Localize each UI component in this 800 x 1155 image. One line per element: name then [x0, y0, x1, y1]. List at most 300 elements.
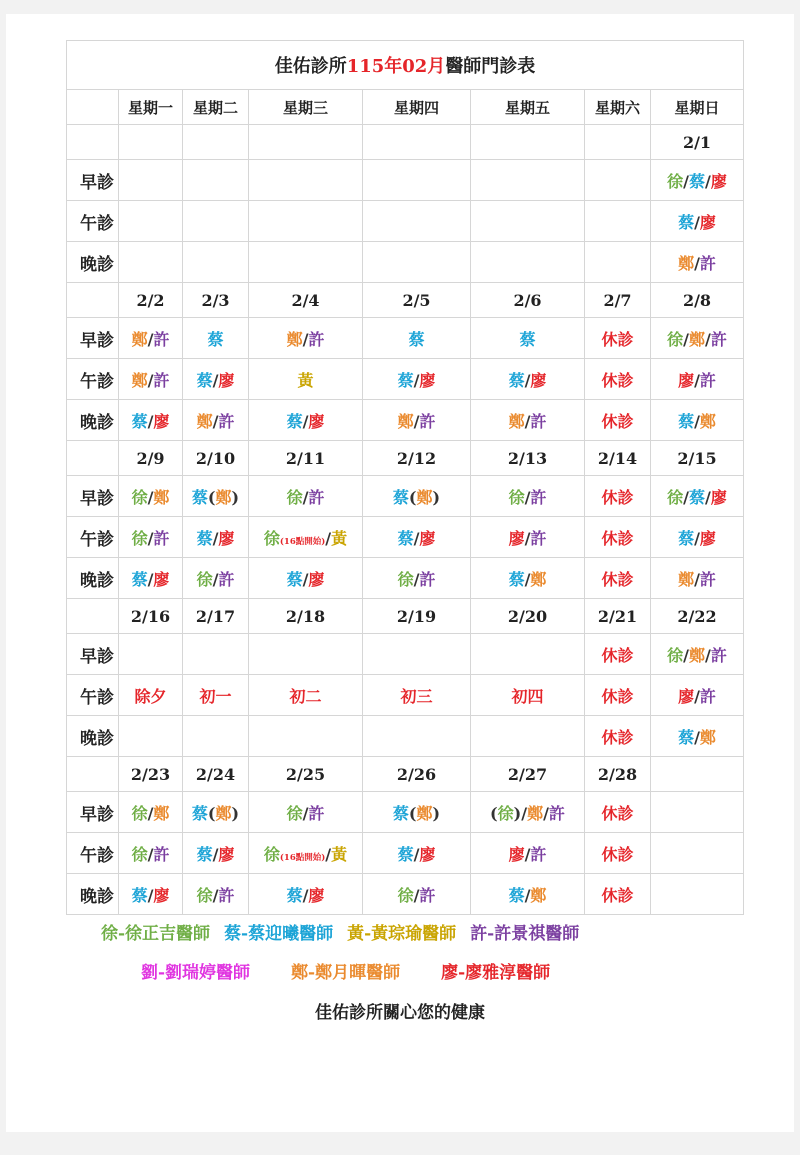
- date-row-corner: [67, 125, 119, 160]
- doctor-code: 廖: [218, 844, 235, 864]
- date-cell: 2/11: [249, 441, 363, 476]
- paren: ): [432, 803, 441, 823]
- schedule-page: [6, 14, 794, 1132]
- session-label: 晚診: [67, 242, 119, 283]
- schedule-cell: [183, 160, 249, 201]
- holiday-label: 初一: [199, 686, 232, 706]
- doctor-code: 許: [699, 686, 716, 706]
- doctor-code: 廖: [530, 370, 547, 390]
- legend-item: 許-許景祺醫師: [470, 924, 580, 944]
- doctor-assignment: [398, 529, 436, 548]
- holiday-label: 初三: [400, 686, 433, 706]
- session-row: [67, 874, 744, 915]
- separator: /: [683, 645, 689, 665]
- separator: /: [413, 411, 420, 431]
- schedule-cell: [585, 318, 651, 359]
- schedule-cell: [119, 716, 183, 757]
- session-label: 午診: [67, 201, 119, 242]
- doctor-code: 許: [530, 411, 547, 431]
- schedule-cell: [651, 160, 744, 201]
- doctor-assignment: [287, 412, 325, 431]
- separator: /: [147, 803, 154, 823]
- doctor-assignment: [509, 371, 547, 390]
- doctor-code: 鄭: [416, 487, 433, 507]
- separator: /: [705, 645, 711, 665]
- schedule-cell: [119, 675, 183, 716]
- doctor-code: 許: [710, 329, 727, 349]
- schedule-cell: [249, 833, 363, 874]
- doctor-code: 鄭: [153, 487, 170, 507]
- separator: /: [694, 569, 700, 589]
- schedule-cell: [471, 792, 585, 833]
- date-row: [67, 599, 744, 634]
- date-cell: 2/4: [249, 283, 363, 318]
- doctor-assignment: [264, 529, 347, 548]
- doctor-code: 鄭: [508, 411, 525, 431]
- closed-label: 休診: [601, 487, 634, 507]
- doctor-assignment: [408, 330, 424, 349]
- date-row: [67, 283, 744, 318]
- closed-label: 休診: [601, 885, 634, 905]
- schedule-cell: [249, 558, 363, 599]
- schedule-cell: [585, 201, 651, 242]
- doctor-code: 鄭: [397, 411, 414, 431]
- schedule-cell: [471, 476, 585, 517]
- doctor-code: 徐: [196, 569, 213, 589]
- legend-item: 蔡-蔡迎曦醫師: [224, 924, 334, 944]
- doctor-code: 廖: [508, 528, 525, 548]
- schedule-cell: [119, 792, 183, 833]
- doctor-code: 蔡: [397, 844, 414, 864]
- date-cell: 2/26: [363, 757, 471, 792]
- session-row: [67, 359, 744, 400]
- separator: /: [694, 253, 700, 273]
- title-suffix: 醫師門診表: [445, 56, 536, 77]
- paren: ): [231, 803, 240, 823]
- doctor-code: 蔡: [678, 727, 695, 747]
- doctor-code: 廖: [699, 528, 716, 548]
- schedule-cell: [363, 874, 471, 915]
- doctor-code: 蔡: [508, 569, 525, 589]
- separator: /: [683, 329, 689, 349]
- date-cell: [471, 125, 585, 160]
- doctor-assignment: [667, 172, 727, 191]
- doctor-code: 廖: [218, 528, 235, 548]
- date-cell: 2/12: [363, 441, 471, 476]
- doctor-code: 蔡: [397, 528, 414, 548]
- paren: (: [207, 803, 216, 823]
- schedule-cell: [471, 634, 585, 675]
- separator: /: [147, 411, 154, 431]
- doctor-code: 廖: [419, 528, 436, 548]
- doctor-code: 許: [153, 844, 170, 864]
- session-label: 晚診: [67, 716, 119, 757]
- schedule-cell: [471, 318, 585, 359]
- doctor-code: 許: [699, 370, 716, 390]
- date-cell: 2/7: [585, 283, 651, 318]
- separator: /: [705, 487, 711, 507]
- date-cell: 2/8: [651, 283, 744, 318]
- weekday-header: 星期三: [249, 90, 363, 125]
- doctor-assignment: [519, 330, 535, 349]
- separator: /: [524, 569, 531, 589]
- session-row: [67, 558, 744, 599]
- schedule-cell: [363, 792, 471, 833]
- session-row: [67, 716, 744, 757]
- doctor-assignment: [287, 886, 325, 905]
- title-period: 115年02月: [346, 56, 446, 77]
- separator: /: [524, 487, 531, 507]
- schedule-cell: [249, 476, 363, 517]
- separator: /: [212, 885, 219, 905]
- paren: (: [207, 487, 216, 507]
- separator: /: [694, 411, 700, 431]
- schedule-cell: [249, 201, 363, 242]
- schedule-cell: [471, 558, 585, 599]
- separator: /: [302, 569, 309, 589]
- weekday-header: 星期日: [651, 90, 744, 125]
- doctor-code: 徐: [263, 528, 280, 548]
- closed-label: 休診: [601, 727, 634, 747]
- doctor-code: 許: [153, 528, 170, 548]
- schedule-cell: [119, 201, 183, 242]
- date-row: [67, 757, 744, 792]
- doctor-code: 鄭: [699, 411, 716, 431]
- doctor-assignment: [287, 570, 325, 589]
- closed-label: 休診: [601, 329, 634, 349]
- doctor-code: 廖: [419, 370, 436, 390]
- closed-label: 休診: [601, 370, 634, 390]
- doctor-code: 廖: [153, 885, 170, 905]
- session-label: 午診: [67, 517, 119, 558]
- doctor-code: 鄭: [153, 803, 170, 823]
- separator: /: [413, 569, 420, 589]
- separator: /: [325, 528, 332, 548]
- legend-item: 廖-廖雅淳醫師: [441, 963, 551, 983]
- session-label: 晚診: [67, 400, 119, 441]
- schedule-cell: [363, 833, 471, 874]
- schedule-cell: [651, 201, 744, 242]
- session-label: 午診: [67, 359, 119, 400]
- schedule-cell: [119, 359, 183, 400]
- session-row: [67, 833, 744, 874]
- doctor-code: 蔡: [131, 885, 148, 905]
- schedule-cell: [119, 318, 183, 359]
- doctor-assignment: [509, 488, 547, 507]
- doctor-code: 蔡: [191, 487, 208, 507]
- legend-item: 劉-劉瑞婷醫師: [141, 963, 251, 983]
- session-row: [67, 675, 744, 716]
- doctor-code: 蔡: [207, 329, 224, 349]
- session-label: 早診: [67, 160, 119, 201]
- doctor-code: 鄭: [688, 645, 705, 665]
- paren: ): [231, 487, 240, 507]
- doctor-assignment: [197, 529, 235, 548]
- holiday-label: 初四: [511, 686, 544, 706]
- schedule-cell: [363, 634, 471, 675]
- weekday-header: 星期六: [585, 90, 651, 125]
- doctor-code: 廖: [508, 844, 525, 864]
- doctor-assignment: [601, 412, 633, 431]
- date-cell: 2/23: [119, 757, 183, 792]
- separator: /: [147, 569, 154, 589]
- separator: /: [543, 803, 549, 823]
- doctor-code: 廖: [678, 370, 695, 390]
- schedule-cell: [651, 517, 744, 558]
- closed-label: 休診: [601, 528, 634, 548]
- doctor-code: 徐: [131, 803, 148, 823]
- doctor-code: 許: [218, 569, 235, 589]
- closed-label: 休診: [601, 569, 634, 589]
- schedule-cell: [585, 359, 651, 400]
- schedule-cell: [363, 201, 471, 242]
- doctor-assignment: [197, 845, 235, 864]
- session-row: [67, 400, 744, 441]
- doctor-code: 蔡: [191, 803, 208, 823]
- doctor-assignment: [264, 845, 347, 864]
- schedule-cell: [119, 833, 183, 874]
- doctor-code: 廖: [419, 844, 436, 864]
- date-cell: 2/13: [471, 441, 585, 476]
- doctor-code: 許: [419, 411, 436, 431]
- doctor-code: 蔡: [131, 569, 148, 589]
- doctor-assignment: [601, 570, 633, 589]
- weekday-header: 星期二: [183, 90, 249, 125]
- schedule-cell: [249, 359, 363, 400]
- legend-item: 鄭-鄭月暉醫師: [291, 963, 401, 983]
- session-row: [67, 792, 744, 833]
- weekday-header: 星期一: [119, 90, 183, 125]
- schedule-cell: [183, 792, 249, 833]
- legend-item: 黃-黃琮瑜醫師: [347, 924, 457, 944]
- session-label: 早診: [67, 634, 119, 675]
- schedule-cell: [585, 558, 651, 599]
- doctor-assignment: [132, 330, 170, 349]
- doctor-code: 徐: [397, 885, 414, 905]
- doctor-code: 黃: [331, 528, 348, 548]
- doctor-assignment: [601, 804, 633, 823]
- holiday-label: 初二: [289, 686, 322, 706]
- session-row: [67, 201, 744, 242]
- doctor-code: 徐: [667, 487, 684, 507]
- date-cell: 2/28: [585, 757, 651, 792]
- doctor-code: 徐: [131, 528, 148, 548]
- doctor-assignment: [132, 371, 170, 390]
- doctor-code: 蔡: [131, 411, 148, 431]
- schedule-cell: [363, 318, 471, 359]
- doctor-code: 徐: [131, 487, 148, 507]
- doctor-assignment: [601, 886, 633, 905]
- doctor-code: 鄭: [699, 727, 716, 747]
- separator: /: [694, 686, 700, 706]
- schedule-cell: [363, 160, 471, 201]
- doctor-code: 蔡: [688, 487, 705, 507]
- doctor-assignment: [132, 845, 170, 864]
- schedule-cell: [471, 359, 585, 400]
- schedule-cell: [471, 874, 585, 915]
- session-label: 午診: [67, 833, 119, 874]
- doctor-code: 廖: [218, 370, 235, 390]
- schedule-cell: [651, 242, 744, 283]
- doctor-code: 蔡: [519, 329, 536, 349]
- doctor-assignment: [678, 371, 716, 390]
- date-cell: 2/17: [183, 599, 249, 634]
- table-title: [67, 41, 744, 90]
- doctor-code: 鄭: [688, 329, 705, 349]
- doctor-code: 徐: [667, 645, 684, 665]
- schedule-cell: [585, 400, 651, 441]
- schedule-cell: [651, 400, 744, 441]
- date-row-corner: [67, 283, 119, 318]
- session-row: [67, 634, 744, 675]
- doctor-assignment: [297, 371, 313, 390]
- separator: /: [694, 370, 700, 390]
- weekday-header: 星期五: [471, 90, 585, 125]
- schedule-cell: [363, 400, 471, 441]
- doctor-assignment: [393, 488, 440, 507]
- schedule-cell: [249, 400, 363, 441]
- date-cell: 2/6: [471, 283, 585, 318]
- doctor-code: 鄭: [215, 487, 232, 507]
- separator: /: [524, 370, 531, 390]
- doctor-code: 徐: [508, 487, 525, 507]
- doctor-code: 鄭: [530, 569, 547, 589]
- doctor-assignment: [132, 886, 170, 905]
- doctor-assignment: [287, 330, 325, 349]
- doctor-code: 蔡: [286, 411, 303, 431]
- paren: (: [408, 487, 417, 507]
- doctor-code: 許: [419, 885, 436, 905]
- doctor-code: 蔡: [196, 528, 213, 548]
- date-cell: 2/5: [363, 283, 471, 318]
- doctor-code: 黃: [331, 844, 348, 864]
- schedule-cell: [585, 792, 651, 833]
- date-cell: 2/9: [119, 441, 183, 476]
- schedule-cell: [585, 160, 651, 201]
- schedule-cell: [471, 201, 585, 242]
- doctor-code: 蔡: [678, 528, 695, 548]
- doctor-code: 許: [530, 528, 547, 548]
- separator: /: [212, 411, 219, 431]
- footer-slogan: 佳佑診所關心您的健康: [315, 1003, 485, 1023]
- separator: /: [147, 844, 154, 864]
- schedule-cell: [119, 874, 183, 915]
- separator: /: [683, 171, 689, 191]
- doctor-code: 蔡: [508, 885, 525, 905]
- schedule-cell: [249, 318, 363, 359]
- doctor-assignment: [393, 804, 440, 823]
- clinic-schedule-table: [66, 40, 744, 915]
- doctor-code: 徐: [397, 569, 414, 589]
- doctor-assignment: [398, 570, 436, 589]
- weekday-header: 星期四: [363, 90, 471, 125]
- session-label: 早診: [67, 792, 119, 833]
- schedule-cell: [119, 558, 183, 599]
- date-cell: 2/15: [651, 441, 744, 476]
- doctor-assignment: [678, 728, 716, 747]
- schedule-cell: [651, 716, 744, 757]
- doctor-code: 廖: [153, 569, 170, 589]
- schedule-cell: [119, 400, 183, 441]
- schedule-cell: [651, 833, 744, 874]
- schedule-cell: [363, 476, 471, 517]
- schedule-cell: [471, 517, 585, 558]
- doctor-code: 徐: [263, 844, 280, 864]
- schedule-cell: [363, 242, 471, 283]
- session-row: [67, 476, 744, 517]
- doctor-code: 蔡: [688, 171, 705, 191]
- date-cell: 2/22: [651, 599, 744, 634]
- doctor-assignment: [678, 213, 716, 232]
- date-cell: 2/19: [363, 599, 471, 634]
- doctor-assignment: [192, 804, 239, 823]
- doctor-code: 許: [419, 569, 436, 589]
- schedule-cell: [585, 675, 651, 716]
- doctor-assignment: [678, 529, 716, 548]
- date-cell: [119, 125, 183, 160]
- doctor-code: 蔡: [196, 370, 213, 390]
- closed-label: 休診: [601, 686, 634, 706]
- date-cell: 2/21: [585, 599, 651, 634]
- date-cell: [651, 757, 744, 792]
- schedule-cell: [119, 160, 183, 201]
- schedule-cell: [471, 400, 585, 441]
- schedule-cell: [183, 558, 249, 599]
- schedule-cell: [363, 359, 471, 400]
- session-label: 晚診: [67, 874, 119, 915]
- doctor-code: 許: [699, 253, 716, 273]
- closed-label: 休診: [601, 844, 634, 864]
- doctor-code: 蔡: [678, 411, 695, 431]
- doctor-code: 鄭: [678, 253, 695, 273]
- schedule-cell: [249, 517, 363, 558]
- schedule-cell: [119, 476, 183, 517]
- schedule-cell: [119, 634, 183, 675]
- doctor-assignment: [678, 570, 716, 589]
- schedule-cell: [249, 874, 363, 915]
- doctor-code: 許: [153, 370, 170, 390]
- doctor-assignment: [509, 570, 547, 589]
- paren: ): [513, 803, 522, 823]
- doctor-code: 蔡: [508, 370, 525, 390]
- doctor-code: 黃: [297, 370, 314, 390]
- schedule-cell: [249, 634, 363, 675]
- schedule-cell: [363, 517, 471, 558]
- doctor-code: 徐: [667, 329, 684, 349]
- doctor-assignment: [678, 412, 716, 431]
- doctor-assignment: [509, 886, 547, 905]
- doctor-assignment: [197, 886, 235, 905]
- doctor-code: 鄭: [530, 885, 547, 905]
- session-row: [67, 318, 744, 359]
- separator: /: [413, 370, 420, 390]
- schedule-cell: [183, 634, 249, 675]
- closed-label: 休診: [601, 803, 634, 823]
- doctor-code: 許: [218, 411, 235, 431]
- separator: /: [212, 370, 219, 390]
- doctor-code: 許: [699, 569, 716, 589]
- doctor-legend-row-1: [6, 919, 794, 944]
- schedule-cell: [471, 160, 585, 201]
- doctor-code: 徐: [131, 844, 148, 864]
- separator: /: [147, 370, 154, 390]
- schedule-cell: [183, 242, 249, 283]
- date-cell: [183, 125, 249, 160]
- date-cell: 2/16: [119, 599, 183, 634]
- separator: /: [694, 528, 700, 548]
- separator: /: [147, 329, 154, 349]
- doctor-code: 許: [308, 329, 325, 349]
